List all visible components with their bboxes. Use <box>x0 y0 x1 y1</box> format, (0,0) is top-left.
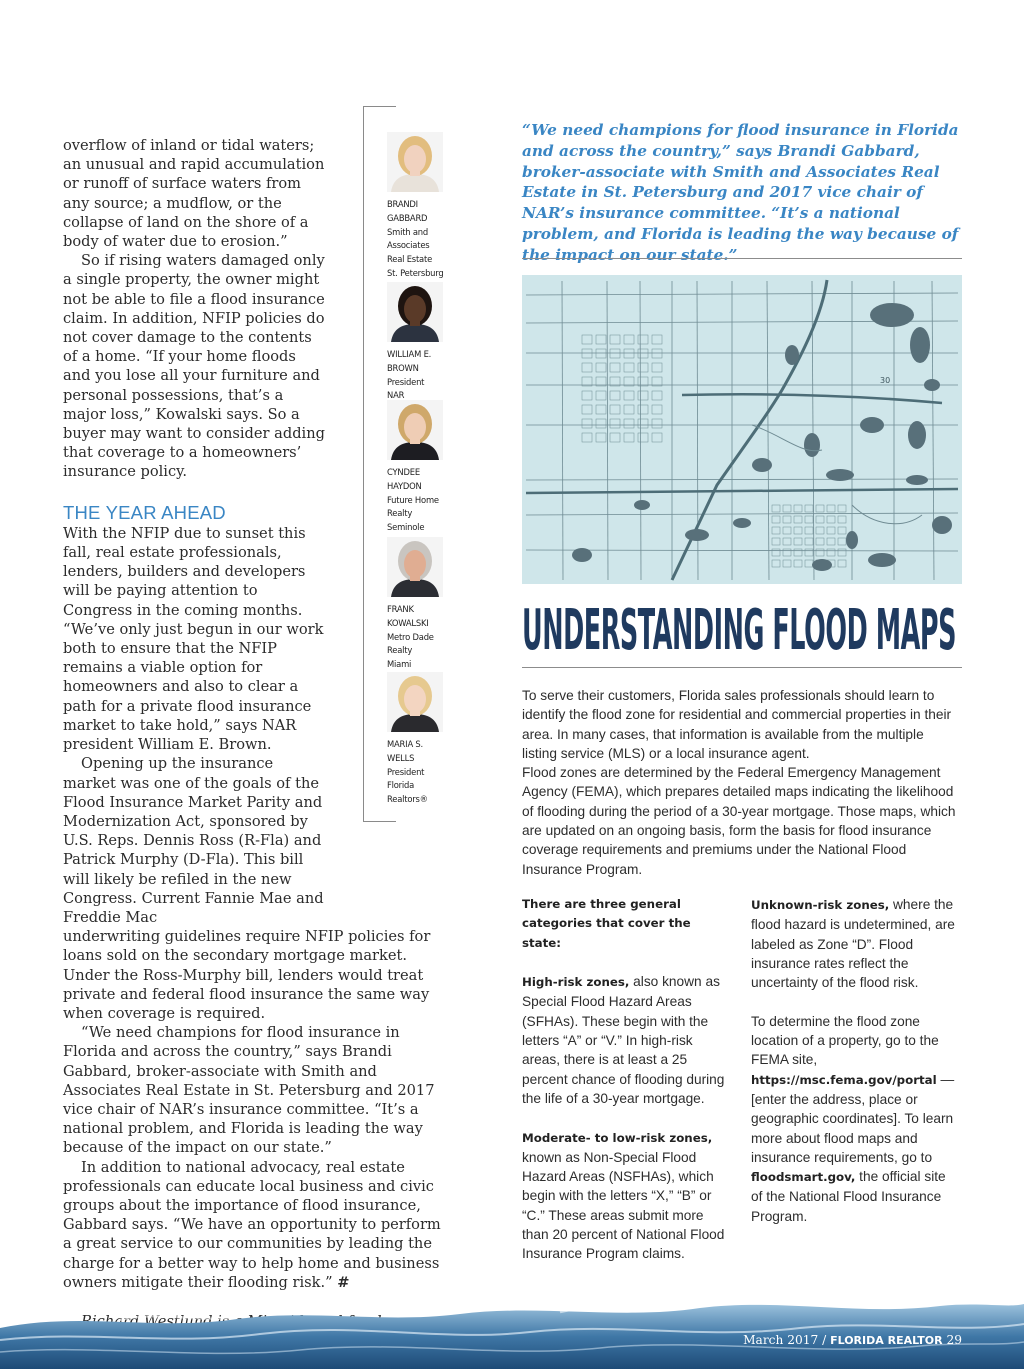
headshot-photo <box>387 282 443 342</box>
person-name: CYNDEE <box>387 467 420 477</box>
person-affiliation: Real Estate <box>387 254 433 265</box>
categories-heading: There are three general categories that cover the state: <box>522 897 691 950</box>
map-lake <box>804 433 820 457</box>
categories-column <box>522 895 727 1283</box>
moderate-risk-item <box>522 1128 727 1264</box>
map-lake <box>826 469 854 481</box>
article-paragraph: overflow of inland or tidal waters; an unusual and rapid accumulation or runoff of surface waters from any source; a mudflow, or the collapse of land on the shore of a body of water due to erosion.” <box>63 137 325 251</box>
person-name: WELLS <box>387 752 415 763</box>
fema-link[interactable]: https://msc.fema.gov/portal <box>751 1072 937 1087</box>
headshot-photo <box>387 132 443 192</box>
person-affiliation: Metro Dade <box>387 631 434 642</box>
item-lead: Moderate- to low-risk zones, <box>522 1130 713 1145</box>
person-card <box>387 132 457 281</box>
person-affiliation: President <box>387 376 425 387</box>
article-paragraph: With the NFIP due to sunset this fall, real estate professionals, lenders, builders and developers will be paying attention to Congress in the coming months. “We’ve only just begun in our work both to ensure that the NFIP remains a viable option for homeowners and also to clear a path for a private flood insurance market to take hold,” says NAR president William E. Brown. <box>63 524 324 754</box>
person-affiliation: St. Petersburg <box>387 267 444 278</box>
categories-column-2 <box>751 895 956 1245</box>
headshot-photo <box>387 672 443 732</box>
map-lake <box>785 345 799 365</box>
person-affiliation: President <box>387 766 425 777</box>
flood-zone-map <box>522 275 962 584</box>
person-affiliation: Realty <box>387 508 413 519</box>
person-card <box>387 672 457 807</box>
item-text: the official site of the National Flood Insurance Program. <box>751 1169 946 1224</box>
person-name: WILLIAM E. <box>387 349 432 359</box>
person-card <box>387 282 457 403</box>
item-lead: Unknown-risk zones, <box>751 898 890 912</box>
unknown-risk-item <box>751 895 956 992</box>
map-lake <box>572 548 592 562</box>
person-name: FRANK <box>387 604 414 614</box>
person-affiliation: Seminole <box>387 522 425 533</box>
article-paragraph <box>63 1158 445 1292</box>
page-footer <box>743 1333 962 1347</box>
person-affiliation: Realtors® <box>387 794 428 805</box>
paragraph-text: In addition to national advocacy, real estate professionals can educate local business and civic groups about the importance of flood insurance, Gabbard says. “We have an opportunity to perform a great service to our communities by leading the charge for a better way to help home and business owners mitigate their flooding risk.” <box>63 1158 441 1291</box>
pull-quote: “We need champions for flood insurance in Florida and across the country,” says Brandi Gabbard, broker-associate with Smith and Associates Real Estate in St. Petersburg and 2017 vice chair of NAR’s insurance committee. “It’s a national problem, and Florida is leading the way because of the impact on our state.” <box>522 121 959 264</box>
item-text: where the flood hazard is undetermined, are labeled as Zone “D”. Flood insurance rates reflect the uncertainty of the flood risk. <box>751 897 955 991</box>
person-name: BROWN <box>387 362 419 373</box>
determine-zone-item <box>751 1012 956 1226</box>
person-affiliation: Smith and <box>387 226 429 237</box>
floodsmart-link[interactable]: floodsmart.gov, <box>751 1170 856 1185</box>
person-affiliation: NAR <box>387 390 405 401</box>
person-name: MARIA S. <box>387 739 424 749</box>
person-name: KOWALSKI <box>387 617 429 628</box>
section-heading: THE YEAR AHEAD <box>63 501 226 523</box>
headshot-photo <box>387 537 443 597</box>
person-name: GABBARD <box>387 212 428 223</box>
page-number: 29 <box>946 1333 962 1347</box>
feature-intro <box>522 686 962 879</box>
map-lake <box>868 553 896 567</box>
item-text: also known as Special Flood Hazard Areas (SFHAs). These begin with the letters “A” or “V.” In high-risk areas, there is at least a 25 percent chance of flooding during the life of a 30-year mortgage. <box>522 974 725 1106</box>
item-lead: High-risk zones, <box>522 975 630 990</box>
high-risk-item <box>522 972 727 1108</box>
map-lake <box>924 379 940 391</box>
headshot-photo <box>387 400 443 460</box>
map-lake <box>733 518 751 528</box>
article-paragraph: Opening up the insurance market was one of the goals of the Flood Insurance Market Parity and Modernization Act, sponsored by U.S. Reps. Dennis Ross (R-Fla) and Patrick Murphy (D-Fla). This bill will likely be refiled in the new Congress. Current Fannie Mae and Freddie Mac <box>63 755 324 926</box>
map-lake <box>634 500 650 510</box>
map-lake <box>932 516 952 534</box>
map-lake <box>846 531 858 549</box>
footer-publication: FLORIDA REALTOR <box>830 1334 943 1347</box>
item-text: To determine the flood zone location of a property, go to the FEMA site, <box>751 1013 939 1068</box>
person-affiliation: Future Home <box>387 494 439 505</box>
map-lake <box>685 529 709 541</box>
intro-paragraph: Flood zones are determined by the Federal Emergency Management Agency (FEMA), which prepares detailed maps indicating the likelihood of flooding during the period of a 30-year mortgage. Those maps, which are updated on an ongoing basis, form the basis for flood insurance coverage requirements and premiums under the National Flood Insurance Program. <box>522 765 956 877</box>
footer-separator: / <box>818 1333 831 1347</box>
person-name: HAYDON <box>387 480 422 491</box>
divider <box>522 667 962 668</box>
feature-title: UNDERSTANDING FLOOD MAPS <box>522 598 956 663</box>
map-lake <box>910 327 930 363</box>
person-affiliation: Miami <box>387 659 412 670</box>
bracket-tick <box>364 106 396 107</box>
map-label: 30 <box>880 376 891 385</box>
map-lake <box>860 417 884 433</box>
person-affiliation: Florida <box>387 780 415 791</box>
person-affiliation: Associates <box>387 240 430 251</box>
person-name: BRANDI <box>387 199 418 209</box>
article-paragraph: “We need champions for flood insurance in Florida and across the country,” says Brandi Gabbard, broker-associate with Smith and Associates Real Estate in St. Petersburg and 2017 vice chair of NAR’s insurance committee. “It’s a national problem, and Florida is leading the way because of the impact on our state.” <box>63 1024 435 1157</box>
person-card <box>387 400 457 535</box>
article-paragraph: So if rising waters damaged only a single property, the owner might not be able to file a flood insurance claim. In addition, NFIP policies do not cover damage to the contents of a home. “If your home floods and you lose all your furniture and personal possessions, that’s a major loss,” Kowalski says. So a buyer may want to consider adding that coverage to a homeowners’ insurance policy. <box>63 252 325 481</box>
map-lake <box>812 559 832 571</box>
map-lake <box>908 421 926 449</box>
article-paragraph: underwriting guidelines require NFIP policies for loans sold on the secondary mortgage market. Under the Ross-Murphy bill, lenders would treat private and federal flood insurance the same way when coverage is required. <box>63 928 431 1022</box>
end-mark: # <box>337 1273 350 1291</box>
bracket-tick <box>364 821 396 822</box>
person-card <box>387 537 457 672</box>
intro-paragraph: To serve their customers, Florida sales professionals should learn to identify the flood zone for residential and commercial properties in their area. In many cases, that information is available from the multiple listing service (MLS) or a local insurance agent. <box>522 688 952 761</box>
water-banner <box>0 1290 1024 1369</box>
item-text: known as Non-Special Flood Hazard Areas (NSFHAs), which begin with the letters “X,” “B” or “C.” These areas submit more than 20 percent of National Flood Insurance Program claims. <box>522 1149 725 1262</box>
divider <box>522 258 962 259</box>
item-text: — [enter the address, place or geographic coordinates]. To learn more about flood maps and insurance requirements, go to <box>751 1071 955 1165</box>
person-affiliation: Realty <box>387 645 413 656</box>
footer-date: March 2017 <box>743 1333 819 1347</box>
map-lake <box>870 303 914 327</box>
map-lake <box>906 475 928 485</box>
map-lake <box>752 458 772 472</box>
